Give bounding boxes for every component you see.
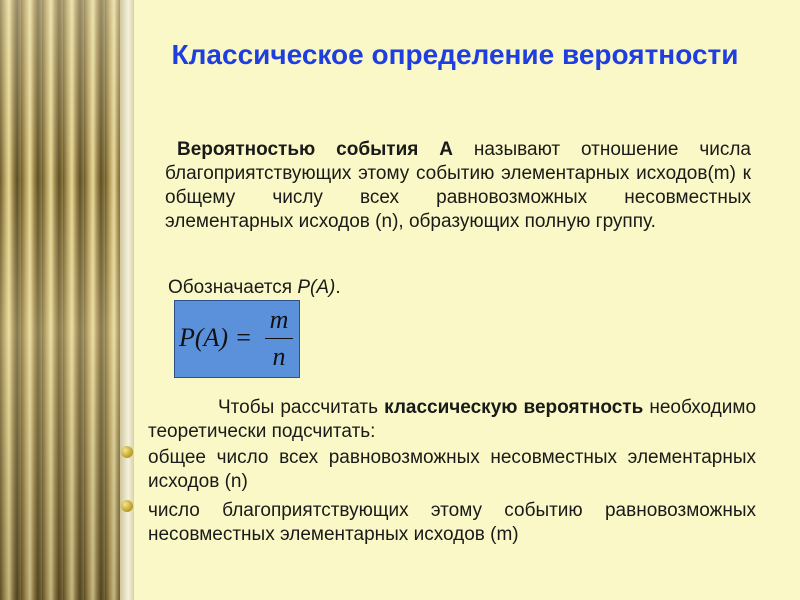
probability-formula [174, 300, 300, 378]
bullet-item-total-outcomes: общее число всех равновозможных несовместных элементарных исходов (n) [148, 447, 756, 492]
calc-intro-text [148, 396, 756, 444]
calc-intro-after: необходимо теоретически подсчитать: [148, 397, 757, 442]
definition-text [165, 138, 751, 234]
definition-body: называют отношение числа благоприятствующих этому событию элементарных исходов(m) к общему числу всех равновозможных несовместных элементарных исходов (n), образующих полную группу. [165, 139, 751, 232]
definition-term: Вероятностью события А [177, 139, 453, 160]
slide-title: Классическое определение вероятности [171, 39, 739, 70]
decorative-side-bar [0, 0, 134, 600]
bullet-item-favorable-outcomes: число благоприятствующих этому событию равновозможных несовместных элементарных исходов (m) [148, 500, 756, 545]
notation-symbol: P(A) [297, 277, 336, 298]
notation-text [168, 276, 341, 300]
notation-prefix: Обозначается [168, 277, 298, 298]
bullet-icon [121, 500, 133, 512]
fraction-bar [265, 338, 293, 339]
notation-suffix: . [335, 277, 341, 298]
bullet-icon [121, 446, 133, 458]
formula-fraction [265, 305, 293, 372]
formula-denominator: n [272, 342, 286, 371]
formula-lhs: P(A) = [179, 323, 253, 352]
formula-numerator: m [269, 305, 289, 334]
calc-intro-before: Чтобы рассчитать [218, 397, 385, 418]
calc-intro-term: классическую вероятность [384, 397, 644, 418]
